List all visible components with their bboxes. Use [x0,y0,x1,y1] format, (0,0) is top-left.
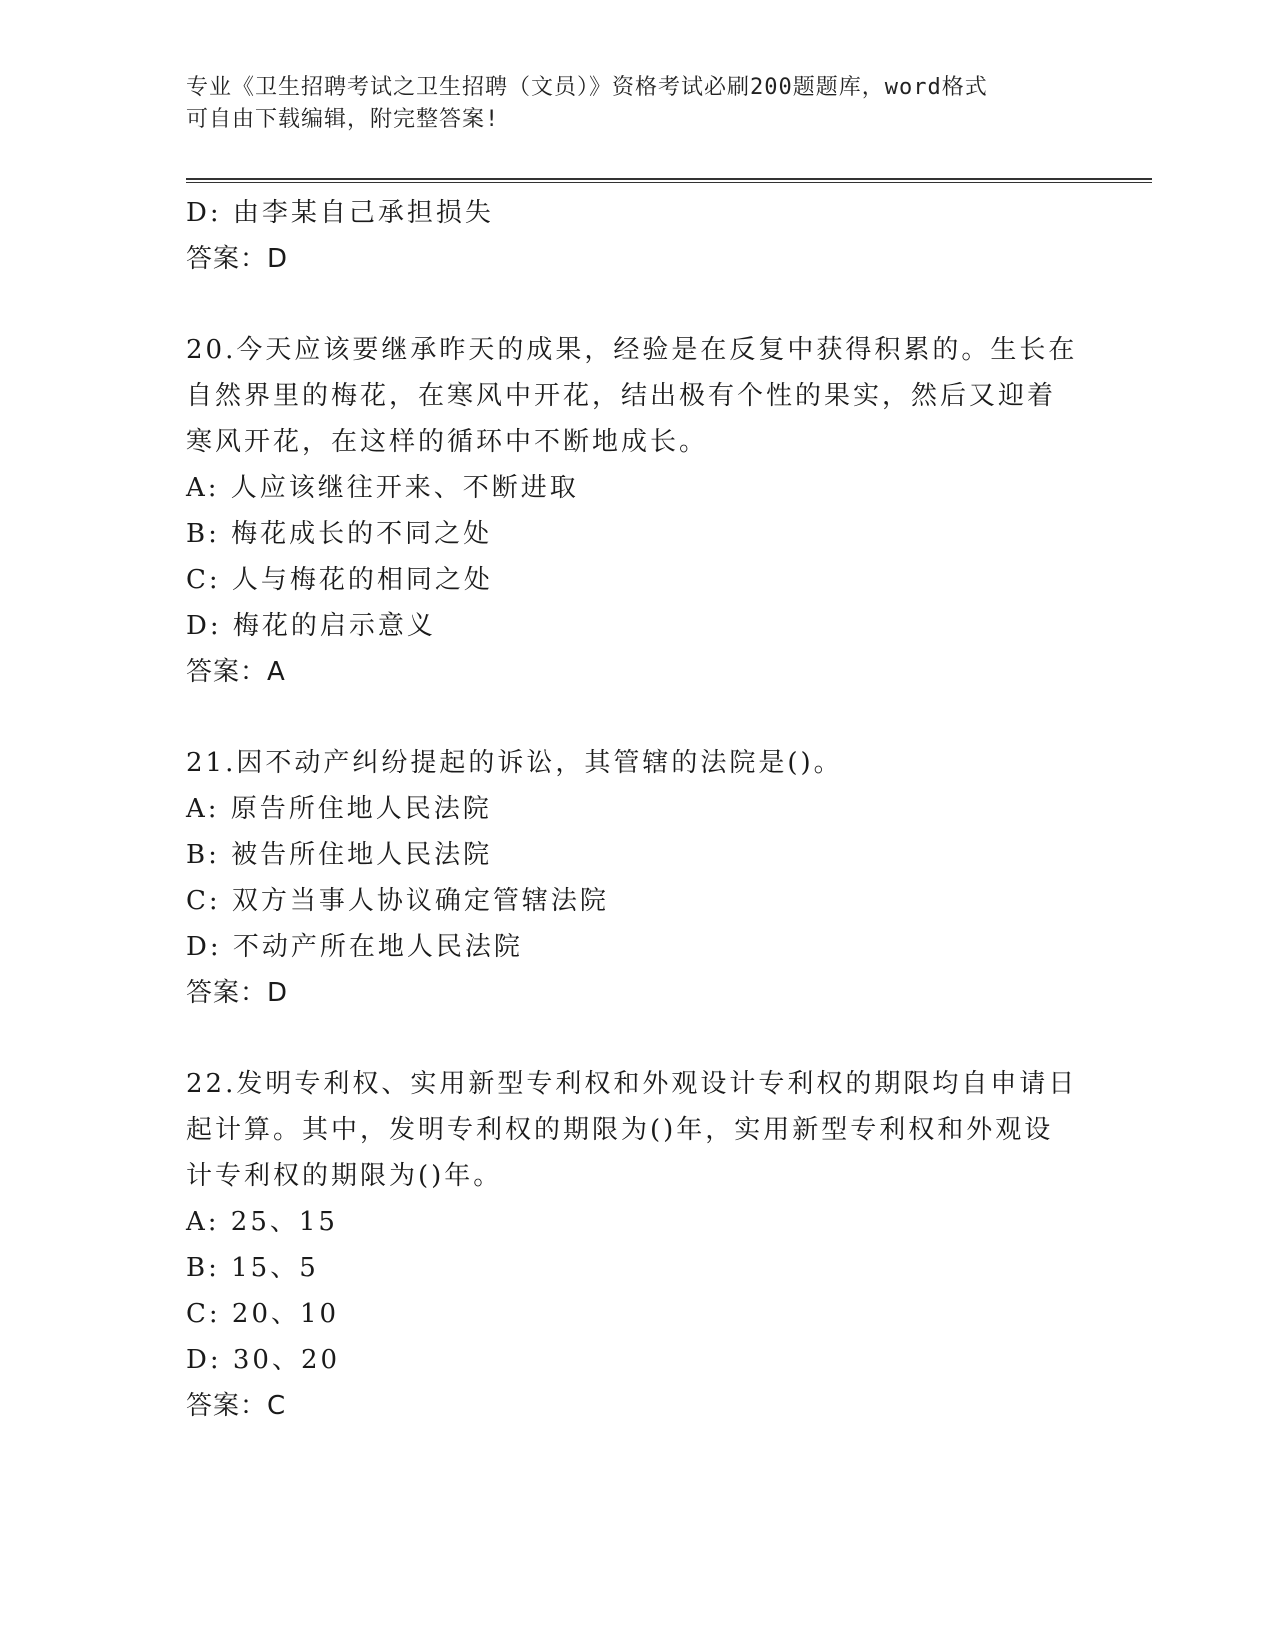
option-a: A: 25、15 [186,1207,338,1237]
question-stem-line: 21.因不动产纠纷提起的诉讼，其管辖的法院是()。 [186,748,843,778]
previous-question-tail [186,190,1086,282]
question-stem-line: 自然界里的梅花，在寒风中开花，结出极有个性的果实，然后又迎着 [186,381,1057,411]
option-a: A: 人应该继往开来、不断进取 [186,473,579,503]
question-stem-line: 计专利权的期限为()年。 [186,1161,503,1191]
option-c: C: 人与梅花的相同之处 [186,565,493,595]
option-b: B: 15、5 [186,1253,319,1283]
option-d: D: 30、20 [186,1345,341,1375]
answer-line: 答案：A [186,657,286,687]
question-21 [186,740,1086,1016]
question-stem-line: 20.今天应该要继承昨天的成果，经验是在反复中获得积累的。生长在 [186,335,1078,365]
question-stem-line: 起计算。其中，发明专利权的期限为()年，实用新型专利权和外观设 [186,1115,1054,1145]
answer-line: 答案：D [186,244,289,274]
option-d: D: 由李某自己承担损失 [186,198,494,228]
option-b: B: 梅花成长的不同之处 [186,519,493,549]
header-line-1: 专业《卫生招聘考试之卫生招聘（文员）》资格考试必刷200题题库，word格式 [186,75,988,100]
question-22 [186,1061,1086,1429]
option-b: B: 被告所住地人民法院 [186,840,493,870]
option-a: A: 原告所住地人民法院 [186,794,492,824]
question-stem-line: 22.发明专利权、实用新型专利权和外观设计专利权的期限均自申请日 [186,1069,1078,1099]
option-d: D: 不动产所在地人民法院 [186,932,523,962]
option-d: D: 梅花的启示意义 [186,611,436,641]
header-line-2: 可自由下载编辑，附完整答案! [186,107,500,132]
document-header [186,72,1066,136]
header-divider-thick [186,178,1152,180]
header-divider-thin [186,182,1152,183]
option-c: C: 双方当事人协议确定管辖法院 [186,886,609,916]
question-stem-line: 寒风开花，在这样的循环中不断地成长。 [186,427,709,457]
option-c: C: 20、10 [186,1299,340,1329]
answer-line: 答案：C [186,1391,287,1421]
question-content [186,190,1086,1429]
answer-line: 答案：D [186,978,289,1008]
question-20 [186,327,1086,695]
